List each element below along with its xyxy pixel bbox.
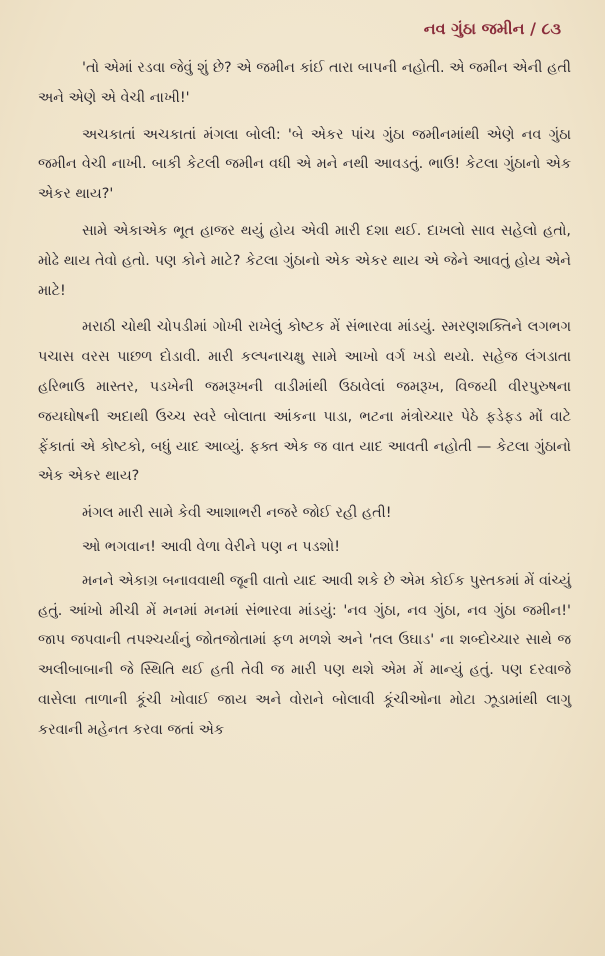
paragraph-6: ઓ ભગવાન! આવી વેળા વેરીને પણ ન પડશો! [82, 538, 340, 555]
paragraph-2: અચકાતાં અચકાતાં મંગલા બોલી: 'બે એકર પાંચ ગુંઠા જમીનમાંથી એણે નવ ગુંઠા જમીન વેચી નાખી. બાકી કેટલી જમીન વધી એ મને નથી આવડતું. ભાઉ! કેટલા ગુંઠાનો એક એકર થાય?' [38, 126, 571, 203]
paragraph-7: મનને એકાગ્ર બનાવવાથી જૂની વાતો યાદ આવી શકે છે એમ કોઈક પુસ્તકમાં મેં વાંચ્યું હતું. આંખો મીચી મેં મનમાં મનમાં સંભારવા માંડયું: 'નવ ગુંઠા, નવ ગુંઠા, નવ ગુંઠા જમીન!' જાપ જપવાની તપશ્ચર્યાનું જોતજોતામાં ફળ મળશે અને 'તલ ઉઘાડ' ના શબ્દોચ્ચાર સાથે જ અલીબાબાની જે સ્થિતિ થઈ હતી તેવી જ મારી પણ થશે એમ મેં માન્યું હતું. પણ દરવાજે વાસેલા તાળાની કૂંચી ખોવાઈ જાય અને વોરાને બોલાવી કૂંચીઓના મોટા ઝૂડામાંથી લાગુ કરવાની મહેનત કરવા જતાં એક [38, 572, 571, 738]
paragraph-1: 'તો એમાં રડવા જેવું શું છે? એ જમીન કાંઈ તારા બાપની નહોતી. એ જમીન એની હતી અને એણે એ વેચી નાખી!' [38, 60, 571, 106]
paragraph-5: મંગલ મારી સામે કેવી આશાભરી નજરે જોઈ રહી હતી! [82, 505, 392, 522]
paragraph-3: સામે એકાએક ભૂત હાજર થયું હોય એવી મારી દશા થઈ. દાખલો સાવ સહેલો હતો, મોઢે થાય તેવો હતો. પણ કોને માટે? કેટલા ગુંઠાનો એક એકર થાય એ જેને આવતું હોય એને માટે! [38, 222, 571, 299]
paragraph-4: મરાઠી ચોથી ચોપડીમાં ગોખી રાખેલું કોષ્ટક મેં સંભારવા માંડયું. સ્મરણશક્તિને લગભગ પચાસ વરસ પાછળ દોડાવી. મારી કલ્પનાચક્ષુ સામે આખો વર્ગ ખડો થયો. સહેજ લંગડાતા હરિભાઉ માસ્તર, પડખેની જમરૂખની વાડીમાંથી ઉઠાવેલાં જમરૂખ, વિજયી વીરપુરુષના જયઘોષની અદાથી ઉચ્ચ સ્વરે બોલાતા આંકના પાડા, ભટના મંત્રોચ્ચાર પેઠે ફડેફડ મોં વાટે ફેંકાતાં એ કોષ્ટકો, બધું યાદ આવ્યું. ફક્ત એક જ વાત યાદ આવતી નહોતી — કેટલા ગુંઠાનો એક એકર થાય? [38, 319, 571, 485]
running-head: નવ ગુંઠા જમીન / ૮૩ [423, 19, 561, 38]
